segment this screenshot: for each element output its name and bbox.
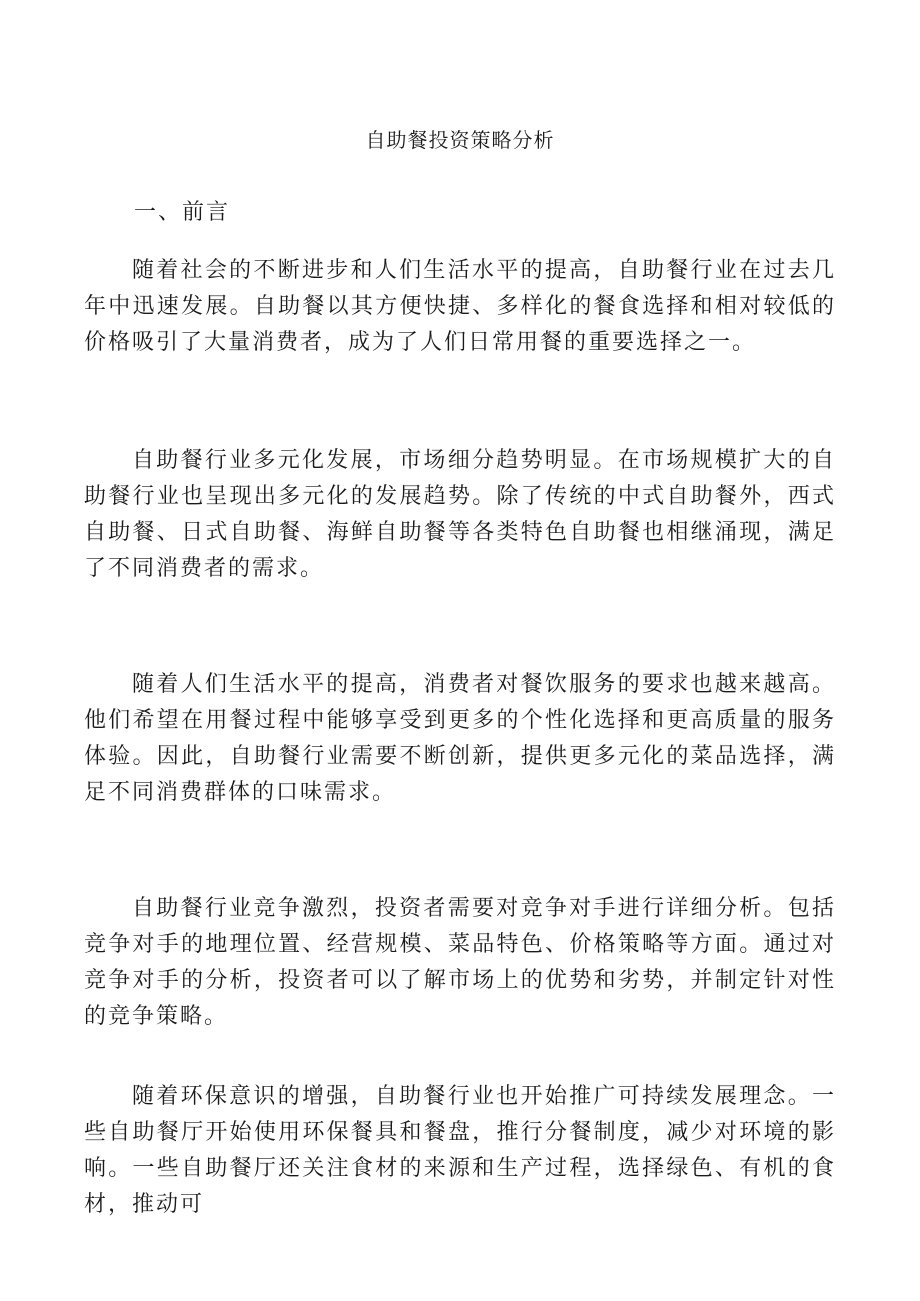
document-title: 自助餐投资策略分析 xyxy=(365,128,555,152)
paragraph-1: 随着社会的不断进步和人们生活水平的提高，自助餐行业在过去几年中迅速发展。自助餐以其方便快捷、多样化的餐食选择和相对较低的价格吸引了大量消费者，成为了人们日常用餐的重要选择之一。 xyxy=(84,258,836,355)
paragraph-3: 随着人们生活水平的提高，消费者对餐饮服务的要求也越来越高。他们希望在用餐过程中能够享受到更多的个性化选择和更高质量的服务体验。因此，自助餐行业需要不断创新，提供更多元化的菜品选择，满足不同消费群体的口味需求。 xyxy=(84,672,836,805)
paragraph-4: 自助餐行业竞争激烈，投资者需要对竞争对手进行详细分析。包括竞争对手的地理位置、经营规模、菜品特色、价格策略等方面。通过对竞争对手的分析，投资者可以了解市场上的优势和劣势，并制定针对性的竞争策略。 xyxy=(84,896,836,1029)
paragraph-5: 随着环保意识的增强，自助餐行业也开始推广可持续发展理念。一些自助餐厅开始使用环保餐具和餐盘，推行分餐制度，减少对环境的影响。一些自助餐厅还关注食材的来源和生产过程，选择绿色、有机的食材，推动可 xyxy=(84,1084,836,1217)
section-heading: 一、前言 xyxy=(134,200,231,225)
paragraph-2: 自助餐行业多元化发展，市场细分趋势明显。在市场规模扩大的自助餐行业也呈现出多元化的发展趋势。除了传统的中式自助餐外，西式自助餐、日式自助餐、海鲜自助餐等各类特色自助餐也相继涌现，满足了不同消费者的需求。 xyxy=(84,448,836,581)
